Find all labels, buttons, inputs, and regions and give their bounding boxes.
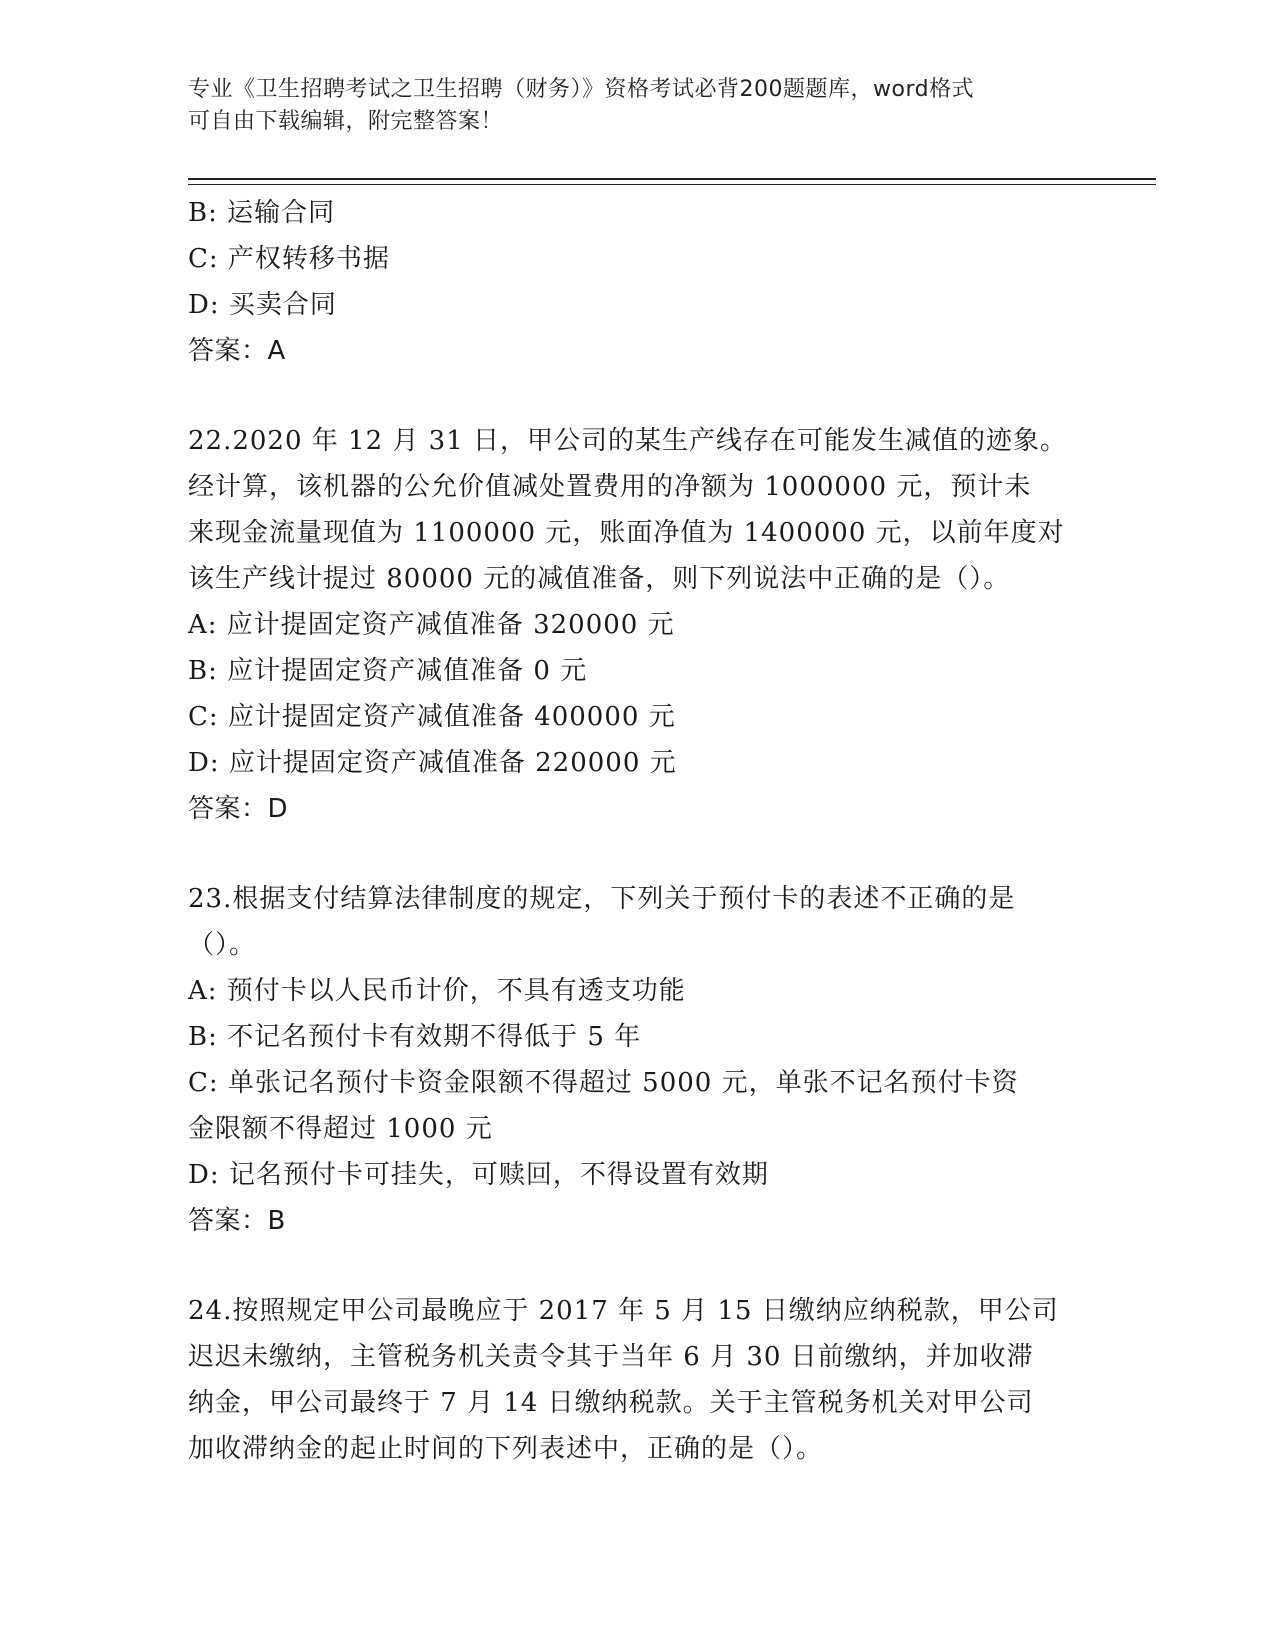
option-c-continued: 金限额不得超过 1000 元 [188,1114,493,1144]
question-stem-line: 迟迟未缴纳，主管税务机关责令其于当年 6 月 30 日前缴纳，并加收滞 [188,1342,1034,1372]
answer: 答案：B [188,1206,286,1236]
question-21 [188,190,1088,374]
option-b: B: 应计提固定资产减值准备 0 元 [188,656,588,686]
spacer [188,1244,1088,1288]
header-line-2: 可自由下载编辑，附完整答案！ [188,109,504,134]
question-stem-line: 该生产线计提过 80000 元的减值准备，则下列说法中正确的是（）。 [188,564,1011,594]
question-stem-line: 加收滞纳金的起止时间的下列表述中，正确的是（）。 [188,1434,824,1464]
option-b: B: 不记名预付卡有效期不得低于 5 年 [188,1022,642,1052]
option-d: D: 买卖合同 [188,290,337,320]
option-b: B: 运输合同 [188,198,336,228]
option-d: D: 应计提固定资产减值准备 220000 元 [188,748,677,778]
question-stem-line: 24.按照规定甲公司最晚应于 2017 年 5 月 15 日缴纳应纳税款，甲公司 [188,1296,1059,1326]
answer: 答案：A [188,336,286,366]
option-c: C: 单张记名预付卡资金限额不得超过 5000 元，单张不记名预付卡资 [188,1068,1019,1098]
question-stem-line: 经计算，该机器的公允价值减处置费用的净额为 1000000 元，预计未 [188,472,1032,502]
question-stem-line: 来现金流量现值为 1100000 元，账面净值为 1400000 元，以前年度对 [188,518,1065,548]
option-d: D: 记名预付卡可挂失，可赎回，不得设置有效期 [188,1160,769,1190]
question-stem-line: 纳金，甲公司最终于 7 月 14 日缴纳税款。关于主管税务机关对甲公司 [188,1388,1034,1418]
header-rule-thin [188,184,1156,185]
option-a: A: 应计提固定资产减值准备 320000 元 [188,610,675,640]
header-line-1: 专业《卫生招聘考试之卫生招聘（财务）》资格考试必背200题题库，word格式 [188,77,975,102]
question-24 [188,1288,1088,1472]
question-stem-line: 22.2020 年 12 月 31 日，甲公司的某生产线存在可能发生减值的迹象。 [188,426,1068,456]
spacer [188,832,1088,876]
question-stem-line: 23.根据支付结算法律制度的规定，下列关于预付卡的表述不正确的是 [188,884,1016,914]
option-c: C: 产权转移书据 [188,244,390,274]
header-rule-thick [188,178,1156,180]
question-23 [188,876,1088,1244]
question-stem-line: （）。 [188,930,257,960]
question-22 [188,418,1088,832]
answer: 答案：D [188,794,289,824]
option-a: A: 预付卡以人民币计价，不具有透支功能 [188,976,686,1006]
question-content [188,190,1088,1472]
document-header [188,74,1088,138]
spacer [188,374,1088,418]
option-c: C: 应计提固定资产减值准备 400000 元 [188,702,676,732]
